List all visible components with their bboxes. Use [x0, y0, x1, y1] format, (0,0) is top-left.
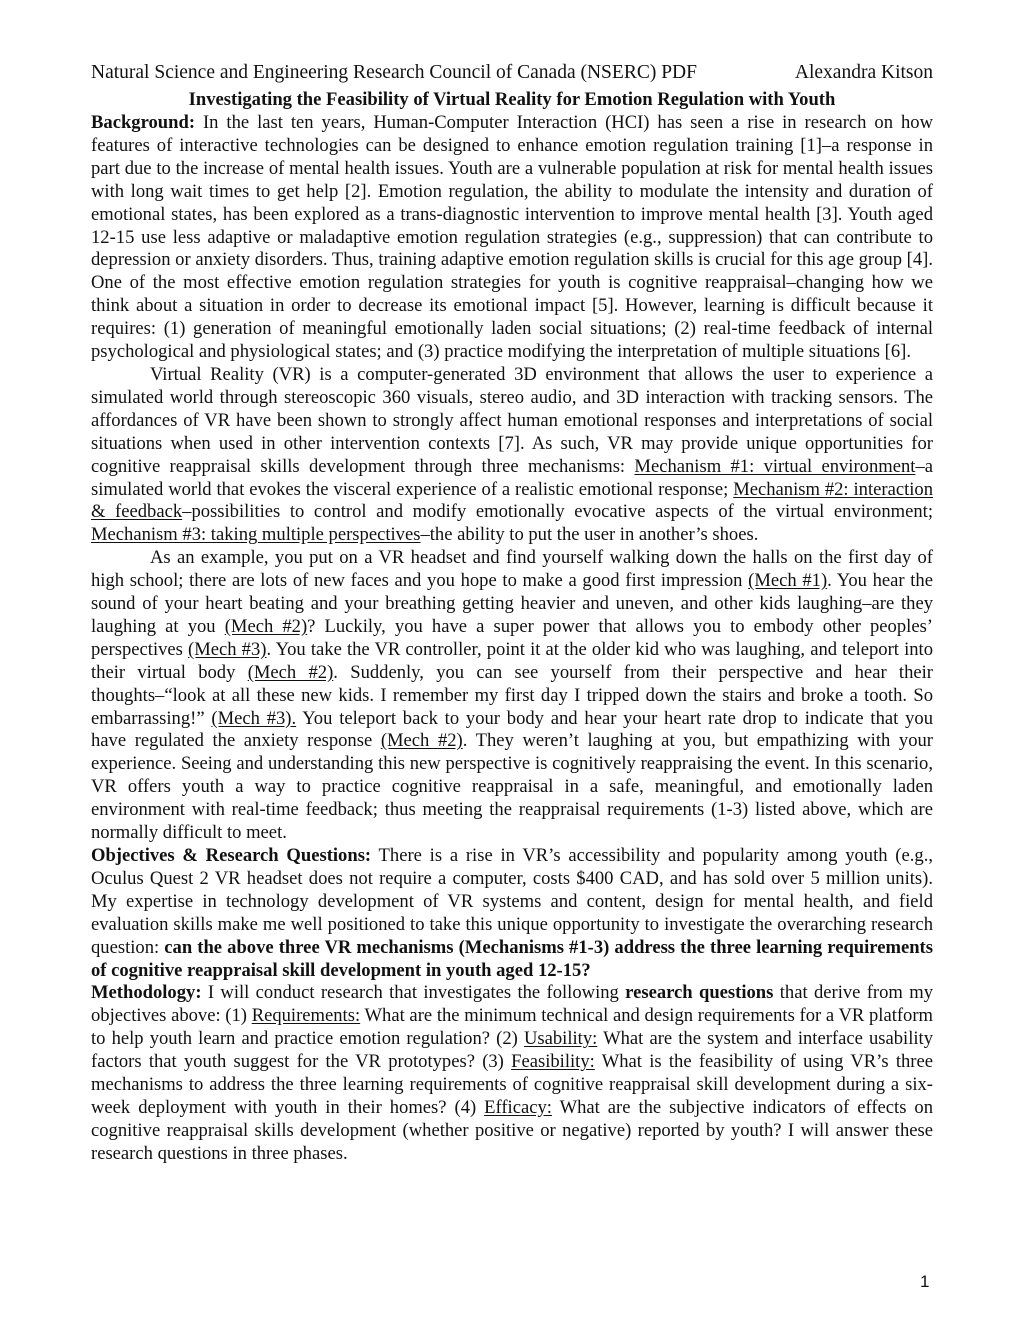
rq-usability: Usability: — [523, 1028, 598, 1050]
rq-feasibility: Feasibility: — [511, 1051, 595, 1073]
mech-ref: (Mech #2) — [380, 730, 463, 752]
running-header — [91, 60, 933, 85]
research-question: can the above three VR mechanisms (Mechanisms #1-3) address the three learning requirements of cognitive reappraisal skill development in youth aged 12-15? — [91, 936, 933, 981]
example-text-c: ? Luckily, you have a super power that allows you to embody other peoples’ perspectives — [91, 615, 933, 660]
methodology-text-1: I will conduct research that investigates the following — [201, 982, 626, 1004]
methodology-text-3: What are the minimum technical and design requirements for a VR platform to help youth learn and practice emotion regulation? (2) — [91, 1005, 934, 1050]
mech-ref: (Mech #2) — [247, 661, 334, 683]
mech-ref: (Mech #3). — [211, 707, 297, 729]
vr-text-a: Virtual Reality (VR) is a computer-generated 3D environment that allows the user to experience a simulated world through stereoscopic 360 visuals, stereo audio, and 3D interaction with tracking sensors. The affordances of VR have been shown to strongly affect human emotional responses and interpretations of social situations when used in other intervention contexts [7]. As such, VR may provide unique opportunities for cognitive reappraisal skills development through three mechanisms: — [91, 363, 933, 477]
example-text-e: . Suddenly, you can see yourself from their perspective and hear their thoughts–“look at all these new kids. I remember my first day I tripped down the stairs and broke a tooth. So embarrassing!” — [91, 661, 934, 729]
methodology-text-5: What is the feasibility of using VR’s three mechanisms to address the three learning requirements of cognitive reappraisal skill development during a six-week deployment with youth in their homes? (4) — [91, 1051, 933, 1118]
methodology-label: Methodology: — [91, 982, 202, 1004]
header-author: Alexandra Kitson — [794, 62, 933, 83]
example-text-f: You teleport back to your body and hear your heart rate drop to indicate that you have regulated the anxiety response — [91, 707, 933, 752]
objectives-text: There is a rise in VR’s accessibility and popularity among youth (e.g., Oculus Quest 2 VR headset does not require a computer, costs $400 CAD, and has sold over 5 million units). My expertise in technology development of VR systems and content, design for mental health, and field evaluation skills make me well positioned to take this unique opportunity to investigate the overarching research question: — [91, 845, 933, 958]
background-paragraph — [91, 112, 933, 364]
page-number: 1 — [920, 1272, 930, 1291]
mechanism-3: Mechanism #3: taking multiple perspectives — [91, 524, 421, 546]
example-text-g: . They weren’t laughing at you, but empathizing with your experience. Seeing and understanding this new perspective is cognitively reappraising the event. In this scenario, VR offers youth a way to practice cognitive reappraisal in a safe, meaningful, and emotionally laden environment with real-time feedback; thus meeting the reappraisal requirements (1-3) listed above, which are normally difficult to meet. — [91, 730, 933, 844]
vr-text-b: –a simulated world that evokes the visceral experience of a realistic emotional response; — [91, 455, 933, 500]
methodology-paragraph — [91, 982, 933, 1165]
page-content — [91, 60, 933, 1166]
vr-paragraph — [91, 364, 933, 547]
example-text-b: . You hear the sound of your heart beating and your breathing getting heavier and uneven, and other kids laughing–are they laughing at you — [91, 570, 933, 637]
background-text: In the last ten years, Human-Computer Interaction (HCI) has seen a rise in research on how features of interactive technologies can be designed to enhance emotion regulation training [1]–a response in part due to the increase of mental health issues. Youth are a vulnerable population at risk for mental health issues with long wait times to get help [2]. Emotion regulation, the ability to modulate the intensity and duration of emotional states, has been explored as a trans-diagnostic intervention to improve mental health [3]. Youth aged 12-15 use less adaptive or maladaptive emotion regulation strategies (e.g., suppression) that can contribute to depression or anxiety disorders. Thus, training adaptive emotion regulation skills is crucial for this age group [4]. One of the most effective emotion regulation strategies for youth is cognitive reappraisal–changing how we think about a situation in order to decrease its emotional impact [5]. However, learning is difficult because it requires: (1) generation of meaningful emotionally laden social situations; (2) real-time feedback of internal psychological and physiological states; and (3) practice modifying the interpretation of multiple situations [6]. — [91, 112, 933, 363]
mech-ref: (Mech #3) — [188, 638, 267, 660]
mech-ref: (Mech #1) — [748, 570, 828, 592]
example-text-a: As an example, you put on a VR headset and find yourself walking down the halls on the first day of high school; there are lots of new faces and you hope to make a good first impression — [91, 547, 933, 592]
mechanism-2: Mechanism #2: interaction & feedback — [91, 478, 933, 523]
example-paragraph — [91, 547, 933, 845]
objectives-label: Objectives & Research Questions: — [91, 845, 372, 866]
document-title: Investigating the Feasibility of Virtual Reality for Emotion Regulation with Youth — [188, 89, 836, 110]
methodology-text-4: What are the system and interface usability factors that youth suggest for the VR prototypes? (3) — [91, 1028, 933, 1073]
example-text-d: . You take the VR controller, point it at the older kid who was laughing, and teleport into their virtual body — [91, 638, 934, 683]
background-label: Background: — [91, 112, 196, 133]
mech-ref: (Mech #2) — [224, 615, 308, 637]
vr-text-c: –possibilities to control and modify emotionally evocative aspects of the virtual environment; — [182, 501, 933, 523]
vr-text-d: –the ability to put the user in another’s shoes. — [420, 524, 759, 546]
methodology-text-2: that derive from my objectives above: (1) — [91, 982, 933, 1027]
methodology-text-6: What are the subjective indicators of effects on cognitive reappraisal skills development (whether positive or negative) reported by youth? I will answer these research questions in three phases. — [91, 1096, 933, 1164]
objectives-paragraph — [91, 845, 933, 982]
rq-efficacy: Efficacy: — [484, 1096, 552, 1118]
rq-requirements: Requirements: — [251, 1005, 361, 1027]
research-questions-term: research questions — [625, 982, 774, 1004]
header-org: Natural Science and Engineering Research Council of Canada (NSERC) PDF — [91, 62, 697, 83]
mechanism-1: Mechanism #1: virtual environment — [634, 455, 916, 477]
